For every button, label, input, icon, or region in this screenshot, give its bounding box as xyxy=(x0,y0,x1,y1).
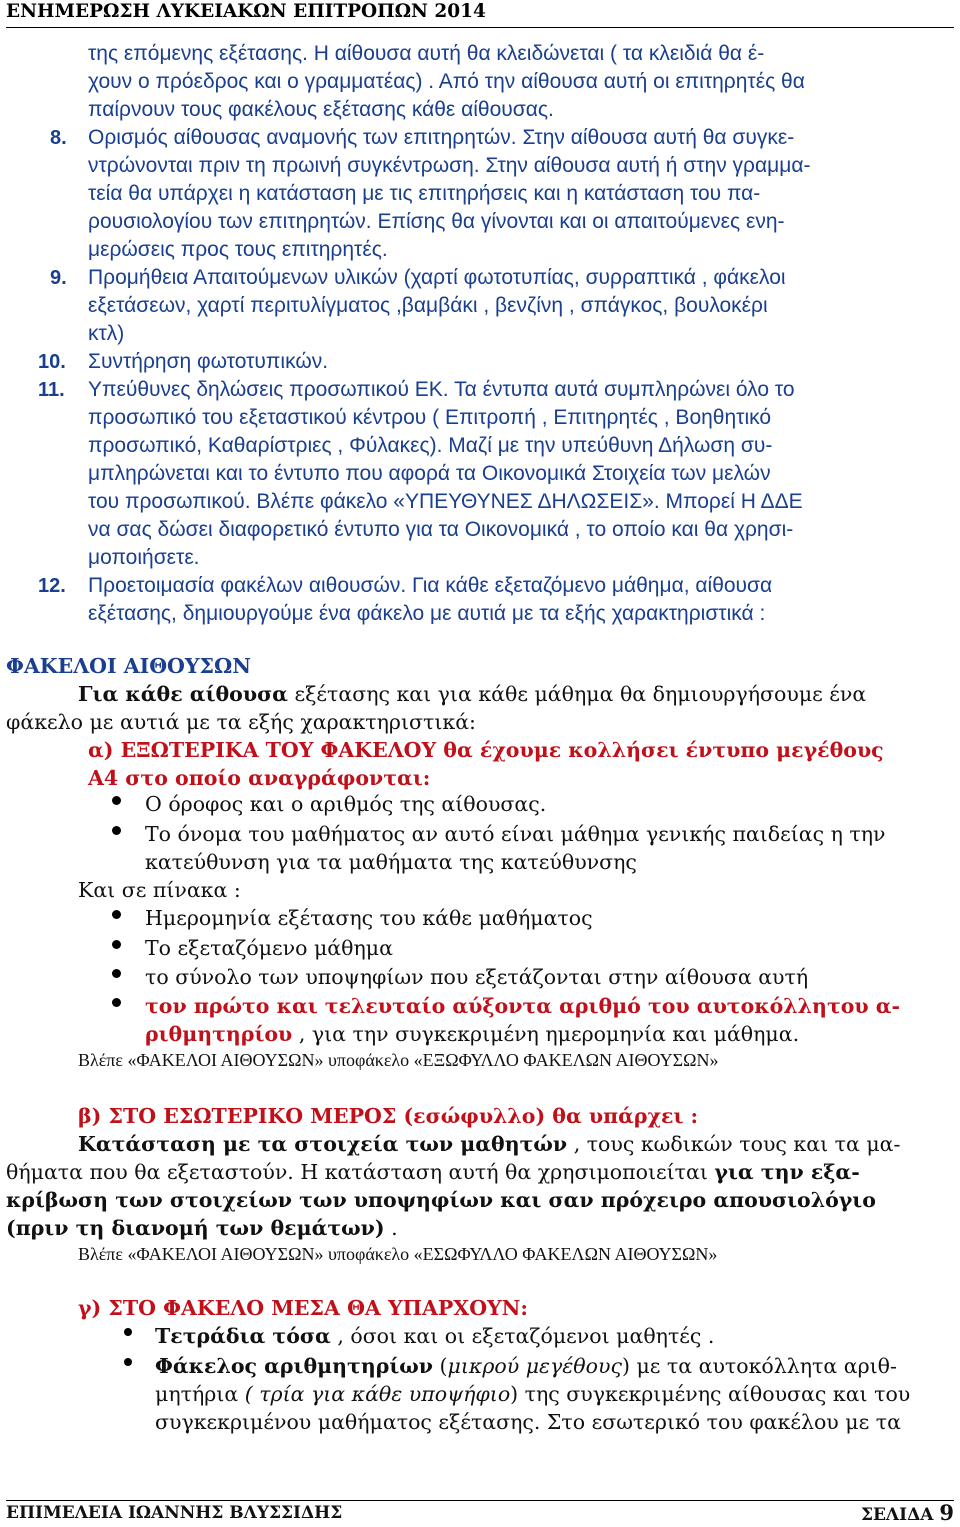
text-run: , για την συγκεκριμένη ημερομηνία και μάθημα. xyxy=(292,1022,800,1046)
bullet-icon xyxy=(112,826,121,835)
list-line: να σας δώσει διαφορετικό έντυπο για τα Οικονομικά , το οποίο και θα χρησι- xyxy=(88,518,794,541)
subheading-exterior: α) ΕΞΩΤΕΡΙΚΑ ΤΟΥ ΦΑΚΕΛΟΥ θα έχουμε κολλήσει έντυπο μεγέθους xyxy=(88,738,884,762)
list-line: μερώσεις προς τους επιτηρητές. xyxy=(88,238,388,261)
see-folder-reference: Βλέπε φάκελο «ΥΠΕΥΘΥΝΕΣ ΔΗΛΩΣΕΙΣ». xyxy=(256,490,660,513)
text-run: . xyxy=(384,1216,398,1240)
bullet-item-continued xyxy=(145,1020,799,1048)
bullet-item xyxy=(155,1322,714,1350)
list-line: ντρώνονται πριν τη πρωινή συγκέντρωση. Στην αίθουσα αυτή ή στην γραμμα- xyxy=(88,154,811,177)
bullet-item: Το εξεταζόμενο μάθημα xyxy=(145,936,393,960)
section-heading: β) ΣΤΟ ΕΣΩΤΕΡΙΚΟ ΜΕΡΟΣ (εσώφυλλο) θα υπάρχει : xyxy=(78,1104,699,1128)
list-line: ρουσιολογίου των επιτηρητών. Επίσης θα γίνονται και οι απαιτούμενες ενη- xyxy=(88,210,785,233)
list-line: εξέτασης, δημιουργούμε ένα φάκελο με αυτιά με τα εξής χαρακτηριστικά : xyxy=(88,602,766,625)
list-line xyxy=(88,488,803,516)
list-line: Συντήρηση φωτοτυπικών. xyxy=(88,350,329,373)
item-number-11: 11. xyxy=(38,379,65,401)
paragraph-line xyxy=(78,1130,900,1158)
bullet-icon xyxy=(124,1358,132,1366)
bullet-item-continued: συγκεκριμένου μαθήματος εξέτασης. Στο εσωτερικό του φακέλου με τα xyxy=(155,1410,901,1434)
list-line: Υπεύθυνες δηλώσεις προσωπικού ΕΚ. Τα έντυπα αυτά συμπληρώνει όλο το xyxy=(88,378,795,401)
text-run: Μπορεί Η ΔΔΕ xyxy=(659,490,803,513)
italic-run: ( τρία για κάθε υποψήφιο xyxy=(244,1382,511,1406)
list-line: κτλ) xyxy=(88,322,125,345)
list-line: τεία θα υπάρχει η κατάσταση με τις επιτηρήσεις και η κατάσταση του πα- xyxy=(88,182,761,205)
text-run: , όσοι και οι εξεταζόμενοι μαθητές . xyxy=(330,1324,715,1348)
bullet-icon xyxy=(112,940,121,949)
item-number-10: 10. xyxy=(38,351,66,373)
text-run: του προσωπικού. xyxy=(88,490,257,513)
list-line: μπληρώνεται και το έντυπο που αφορά τα Οικονομικά Στοιχεία των μελών xyxy=(88,462,771,485)
bullet-item-continued: κατεύθυνση για τα μαθήματα της κατεύθυνσης xyxy=(145,850,637,874)
subheading-exterior: Α4 στο οποίο αναγράφονται: xyxy=(88,766,431,790)
bold-run: (πριν τη διανομή των θεμάτων) xyxy=(6,1216,385,1240)
item-number-8: 8. xyxy=(50,127,67,149)
list-line: Ορισμός αίθουσας αναμονής των επιτηρητών. Στην αίθουσα αυτή θα συγκε- xyxy=(88,126,795,149)
page-number: 9 xyxy=(939,1500,954,1525)
italic-run: μικρού μεγέθους xyxy=(447,1354,622,1378)
bold-run: για την εξα- xyxy=(714,1160,860,1184)
text-run: ) με τα αυτοκόλλητα αριθ- xyxy=(621,1354,897,1378)
bold-run: ριθμητηρίου xyxy=(145,1022,293,1046)
table-intro: Και σε πίνακα : xyxy=(78,878,241,902)
bullet-item: το σύνολο των υποψηφίων που εξετάζονται στην αίθουσα αυτή xyxy=(145,965,809,989)
bullet-icon xyxy=(112,998,121,1007)
list-line: Προμήθεια Απαιτούμενων υλικών (χαρτί φωτοτυπίας, συρραπτικά , φάκελοι xyxy=(88,266,786,289)
text-run: ) της συγκεκριμένης αίθουσας και του xyxy=(510,1382,911,1406)
see-folder-reference: Βλέπε «ΦΑΚΕΛΟΙ ΑΙΘΟΥΣΩΝ» υποφάκελο «ΕΞΩΦΥΛΛΟ ΦΑΚΕΛΩΝ ΑΙΘΟΥΣΩΝ» xyxy=(78,1050,719,1070)
text-run: , τους κωδικών τους και τα μα- xyxy=(567,1132,901,1156)
paragraph-line xyxy=(78,680,866,708)
bullet-item-continued xyxy=(155,1380,910,1408)
bullet-item: Ο όροφος και ο αριθμός της αίθουσας. xyxy=(145,792,547,816)
list-line: παίρνουν τους φακέλους εξέτασης κάθε αίθουσας. xyxy=(88,98,554,121)
bullet-icon xyxy=(124,1328,132,1336)
footer-page xyxy=(861,1501,954,1527)
item-number-12: 12. xyxy=(38,575,66,597)
text-run: μητήρια xyxy=(155,1382,245,1406)
paragraph-line: κρίβωση των στοιχείων των υποψηφίων και σαν πρόχειρο απουσιολόγιο xyxy=(6,1188,876,1212)
list-line: μοποιήσετε. xyxy=(88,546,200,569)
section-heading: γ) ΣΤΟ ΦΑΚΕΛΟ ΜΕΣΑ ΘΑ ΥΠΑΡΧΟΥΝ: xyxy=(78,1296,528,1320)
paragraph-line: φάκελο με αυτιά με τα εξής χαρακτηριστικά: xyxy=(6,710,476,734)
bullet-icon xyxy=(112,796,121,805)
bold-run: Φάκελος αριθμητηρίων xyxy=(155,1354,434,1378)
bullet-icon xyxy=(112,969,121,978)
bullet-item: Το όνομα του μαθήματος αν αυτό είναι μάθημα γενικής παιδείας η την xyxy=(145,822,886,846)
bullet-item xyxy=(155,1352,897,1380)
text-run: ( xyxy=(433,1354,448,1378)
paragraph-line xyxy=(6,1214,398,1242)
text-run: θήματα που θα εξεταστούν. Η κατάσταση αυτή θα χρησιμοποιείται xyxy=(6,1160,715,1184)
text-run: εξέτασης και για κάθε μάθημα θα δημιουργήσουμε ένα xyxy=(287,682,867,706)
bold-run: Για κάθε αίθουσα xyxy=(78,682,288,706)
item-number-9: 9. xyxy=(50,267,67,289)
bold-run: Τετράδια τόσα xyxy=(155,1324,331,1348)
bullet-item: Ημερομηνία εξέτασης του κάθε μαθήματος xyxy=(145,906,593,930)
bullet-item: τον πρώτο και τελευταίο αύξοντα αριθμό του αυτοκόλλητου α- xyxy=(145,994,901,1018)
list-line: προσωπικό του εξεταστικού κέντρου ( Επιτροπή , Επιτηρητές , Βοηθητικό xyxy=(88,406,772,429)
list-line: της επόμενης εξέτασης. Η αίθουσα αυτή θα κλειδώνεται ( τα κλειδιά θα έ- xyxy=(88,42,765,65)
footer-page-label: ΣΕΛΙΔΑ xyxy=(860,1505,940,1525)
bullet-icon xyxy=(112,910,121,919)
list-line: εξετάσεων, χαρτί περιτυλίγματος ,βαμβάκι , βενζίνη , σπάγκος, βουλοκέρι xyxy=(88,294,768,317)
list-line: προσωπικό, Καθαρίστριες , Φύλακες). Μαζί με την υπεύθυνη Δήλωση συ- xyxy=(88,434,773,457)
list-line: Προετοιμασία φακέλων αιθουσών. Για κάθε εξεταζόμενο μάθημα, αίθουσα xyxy=(88,574,773,597)
section-heading: ΦΑΚΕΛΟΙ ΑΙΘΟΥΣΩΝ xyxy=(6,654,252,678)
paragraph-line xyxy=(6,1158,860,1186)
bold-run: Κατάσταση με τα στοιχεία των μαθητών xyxy=(78,1132,568,1156)
footer-author: ΕΠΙΜΕΛΕΙΑ ΙΩΑΝΝΗΣ ΒΛΥΣΣΙΔΗΣ xyxy=(6,1503,343,1523)
page-header: ΕΝΗΜΕΡΩΣΗ ΛΥΚΕΙΑΚΩΝ ΕΠΙΤΡΟΠΩΝ 2014 xyxy=(6,0,954,28)
page-footer xyxy=(6,1500,954,1525)
see-folder-reference: Βλέπε «ΦΑΚΕΛΟΙ ΑΙΘΟΥΣΩΝ» υποφάκελο «ΕΣΩΦΥΛΛΟ ΦΑΚΕΛΩΝ ΑΙΘΟΥΣΩΝ» xyxy=(78,1244,718,1264)
list-line: χουν ο πρόεδρος και ο γραμματέας) . Από την αίθουσα αυτή οι επιτηρητές θα xyxy=(88,70,805,93)
